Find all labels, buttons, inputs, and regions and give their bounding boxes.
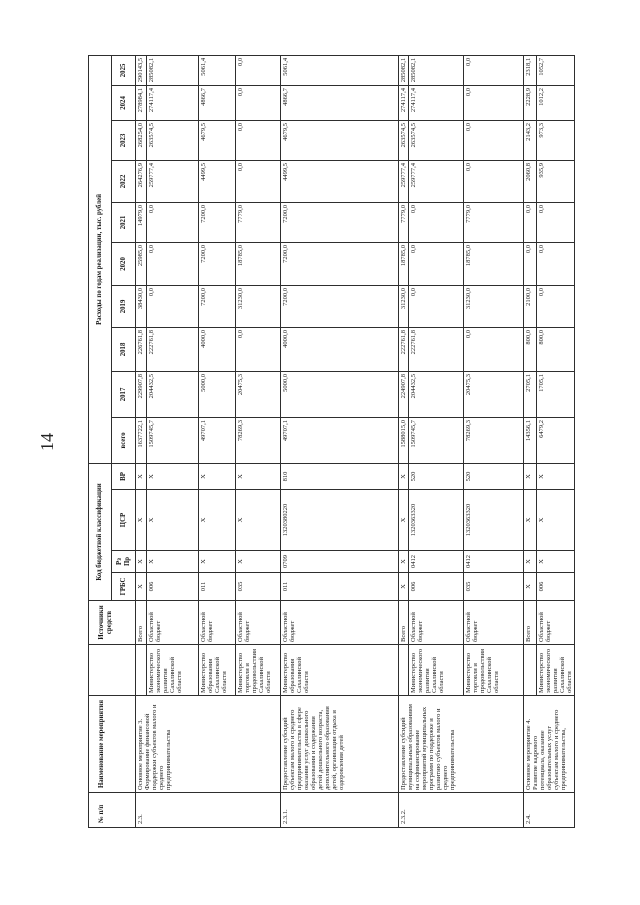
value-2021: 0,0 [524,202,537,242]
rzpr-code: X [524,551,537,573]
executor: Министерство экономического развития Сахалинской области [409,645,464,696]
value-2022: 2060,8 [524,160,537,202]
grbs-code: 011 [199,573,236,601]
value-2025: 5061,4 [281,55,399,85]
measure-name: Основное мероприятие 4. Развитие кадрового потенциала, оказание образовательных услуг субъектам малого и среднего предпринимательства, [524,696,575,793]
value-2021: 14979,0 [136,202,147,242]
csr-code: X [136,490,147,551]
header-total: всего [112,417,136,463]
value-total: 1509745,7 [409,417,464,463]
value-2019: 31230,0 [399,285,409,327]
header-number: № п/п [89,793,136,828]
value-2022: 0,0 [236,160,281,202]
table-row [399,55,409,827]
value-2017: 20475,3 [464,371,524,417]
value-2024: 1012,2 [537,85,575,120]
table-row [281,55,399,827]
value-2023: 268254,0 [136,120,147,160]
value-2024: 274117,4 [147,85,199,120]
budget-table [88,55,575,828]
value-2019: 31230,0 [236,285,281,327]
value-2019: 31230,0 [464,285,524,327]
value-2025: 5061,4 [199,55,236,85]
value-2023: 263574,5 [409,120,464,160]
header-year-2023: 2023 [112,120,136,160]
csr-code: X [399,490,409,551]
value-2023: 263574,5 [399,120,409,160]
value-2025: 290143,5 [136,55,147,85]
value-2025: 285082,1 [399,55,409,85]
value-2021: 0,0 [147,202,199,242]
funding-source: Областной бюджет [281,601,399,645]
value-2022: 935,9 [537,160,575,202]
vr-code: 810 [281,463,399,489]
row-number: 2.3.1. [281,793,399,828]
value-total: 1588015,0 [399,417,409,463]
value-2024: 4866,7 [281,85,399,120]
grbs-code: X [136,573,147,601]
csr-code: X [524,490,537,551]
grbs-code: 035 [236,573,281,601]
value-2017: 229907,8 [136,371,147,417]
value-2021: 0,0 [409,202,464,242]
value-2018: 800,0 [524,327,537,371]
value-2018: 222761,8 [409,327,464,371]
row-number: 2.3. [136,793,281,828]
funding-source: Всего [524,601,537,645]
value-2018: 222761,8 [399,327,409,371]
value-2025: 285082,1 [409,55,464,85]
value-total: 49707,1 [281,417,399,463]
grbs-code: 011 [281,573,399,601]
value-2017: 5000,0 [281,371,399,417]
value-total: 14356,1 [524,417,537,463]
value-2021: 7200,0 [281,202,399,242]
executor [136,645,147,696]
value-2024: 0,0 [236,85,281,120]
value-2020: 18785,0 [464,242,524,285]
funding-source: Всего [136,601,147,645]
page-number: 14 [37,433,57,451]
value-total: 1509745,7 [147,417,199,463]
value-2024: 278984,1 [136,85,147,120]
header-year-2022: 2022 [112,160,136,202]
header-budget-code: Код бюджетной классификации [89,463,112,600]
value-2018: 0,0 [464,327,524,371]
value-2017: 2705,1 [524,371,537,417]
value-2018: 800,0 [537,327,575,371]
rzpr-code: X [537,551,575,573]
value-2017: 1705,1 [537,371,575,417]
grbs-code: 006 [537,573,575,601]
header-expenses: Расходы по годам реализации, тыс. рублей [89,55,112,463]
value-2017: 204432,5 [147,371,199,417]
value-2024: 4866,7 [199,85,236,120]
value-2020: 7200,0 [281,242,399,285]
value-2019: 0,0 [537,285,575,327]
measure-name: Основное мероприятие 3. Формирование финансовой поддержки субъектов малого и среднего предпринимательства [136,696,281,793]
rzpr-code: X [236,551,281,573]
value-2020: 25985,0 [136,242,147,285]
value-2022: 0,0 [464,160,524,202]
funding-source: Областной бюджет [147,601,199,645]
header-year-2018: 2018 [112,327,136,371]
csr-code: X [236,490,281,551]
measure-name: Предоставление субсидий субъектам малого и среднего предпринимательства в сфере оказания услуг дошкольного образования и содержания детей дошкольного возраста, дополнительного образования детей, организации отдыха и оздоровления детей [281,696,399,793]
value-total: 6479,2 [537,417,575,463]
vr-code: 520 [409,463,464,489]
csr-code: 1320363320 [464,490,524,551]
funding-source: Областной бюджет [236,601,281,645]
value-2020: 0,0 [524,242,537,285]
value-2025: 2318,1 [524,55,537,85]
value-2018: 4000,0 [281,327,399,371]
executor: Министерство торговли и продовольствия Сахалинской области [236,645,281,696]
value-2021: 0,0 [537,202,575,242]
header-funding-source: Источники средств [89,601,136,645]
funding-source: Областной бюджет [199,601,236,645]
csr-code: X [537,490,575,551]
value-2021: 7779,0 [464,202,524,242]
csr-code: X [147,490,199,551]
vr-code: X [199,463,236,489]
value-2024: 0,0 [464,85,524,120]
value-2024: 274117,4 [399,85,409,120]
value-2023: 0,0 [464,120,524,160]
value-2024: 274117,4 [409,85,464,120]
header-csr: ЦСР [112,490,136,551]
executor [399,645,409,696]
grbs-code: 006 [409,573,464,601]
value-2018: 0,0 [236,327,281,371]
funding-source: Всего [399,601,409,645]
value-2022: 4499,5 [199,160,236,202]
vr-code: X [147,463,199,489]
value-total: 49707,1 [199,417,236,463]
value-total: 78269,3 [464,417,524,463]
vr-code: 520 [464,463,524,489]
value-2021: 7200,0 [199,202,236,242]
value-2017: 5000,0 [199,371,236,417]
value-2019: 0,0 [409,285,464,327]
rzpr-code: X [136,551,147,573]
value-2019: 7200,0 [281,285,399,327]
header-year-2019: 2019 [112,285,136,327]
value-total: 78269,3 [236,417,281,463]
funding-source: Областной бюджет [537,601,575,645]
value-2025: 0,0 [464,55,524,85]
table-body [136,55,575,827]
header-year-2024: 2024 [112,85,136,120]
grbs-code: X [524,573,537,601]
rzpr-code: X [199,551,236,573]
value-2023: 263574,5 [147,120,199,160]
rzpr-code: 0412 [464,551,524,573]
funding-source: Областной бюджет [409,601,464,645]
vr-code: X [236,463,281,489]
row-number: 2.4. [524,793,575,828]
rotated-page [37,56,575,828]
executor: Министерство торговли и продовольствия Сахалинской области [464,645,524,696]
header-grbs: ГРБС [112,573,136,601]
executor: Министерство образования Сахалинской области [199,645,236,696]
value-2023: 0,0 [236,120,281,160]
value-2019: 0,0 [147,285,199,327]
vr-code: X [537,463,575,489]
value-2020: 18785,0 [399,242,409,285]
value-2022: 259777,4 [409,160,464,202]
csr-code: 1320363320 [409,490,464,551]
value-2019: 38430,0 [136,285,147,327]
header-year-2017: 2017 [112,371,136,417]
csr-code: 1320380220 [281,490,399,551]
header-year-2020: 2020 [112,242,136,285]
table-header [89,55,136,827]
header-vr: ВР [112,463,136,489]
value-2017: 20475,3 [236,371,281,417]
value-2019: 7200,0 [199,285,236,327]
table-row [524,55,537,827]
value-total: 1637722,1 [136,417,147,463]
value-2018: 222761,8 [147,327,199,371]
csr-code: X [199,490,236,551]
vr-code: X [399,463,409,489]
measure-name: Предоставление субсидий муниципальным образованиям на софинансирование мероприятий муниципальных программ по поддержке и развитию субъектов малого и среднего предпринимательства [399,696,524,793]
value-2020: 0,0 [409,242,464,285]
value-2025: 1052,7 [537,55,575,85]
value-2020: 0,0 [537,242,575,285]
value-2022: 264276,9 [136,160,147,202]
grbs-code: 035 [464,573,524,601]
table-row [136,55,147,827]
value-2022: 4499,5 [281,160,399,202]
grbs-code: X [399,573,409,601]
header-row-groups [89,55,112,827]
value-2018: 4000,0 [199,327,236,371]
value-2025: 0,0 [236,55,281,85]
value-2024: 2228,9 [524,85,537,120]
value-2023: 2143,2 [524,120,537,160]
executor: Министерство экономического развития Сахалинской области [147,645,199,696]
vr-code: X [136,463,147,489]
rzpr-code: X [147,551,199,573]
value-2023: 973,3 [537,120,575,160]
header-year-2025: 2025 [112,55,136,85]
value-2022: 259777,4 [147,160,199,202]
value-2022: 259777,4 [399,160,409,202]
value-2025: 285082,1 [147,55,199,85]
value-2017: 204432,5 [409,371,464,417]
executor: Министерство образования Сахалинской области [281,645,399,696]
header-year-2021: 2021 [112,202,136,242]
executor [524,645,537,696]
rzpr-code: 0412 [409,551,464,573]
value-2023: 4679,5 [281,120,399,160]
value-2021: 7779,0 [399,202,409,242]
value-2020: 0,0 [147,242,199,285]
row-number: 2.3.2. [399,793,524,828]
rzpr-code: X [399,551,409,573]
value-2019: 2100,0 [524,285,537,327]
value-2018: 226761,8 [136,327,147,371]
value-2017: 224907,8 [399,371,409,417]
header-rzpr: Рз Пр [112,551,136,573]
value-2020: 7200,0 [199,242,236,285]
header-measure-name: Наименование мероприятия [89,696,136,793]
value-2023: 4679,5 [199,120,236,160]
value-2020: 18785,0 [236,242,281,285]
funding-source: Областной бюджет [464,601,524,645]
value-2021: 7779,0 [236,202,281,242]
rzpr-code: 0709 [281,551,399,573]
header-executor [89,645,136,696]
executor: Министерство экономического развития Сахалинской области [537,645,575,696]
grbs-code: 006 [147,573,199,601]
vr-code: X [524,463,537,489]
